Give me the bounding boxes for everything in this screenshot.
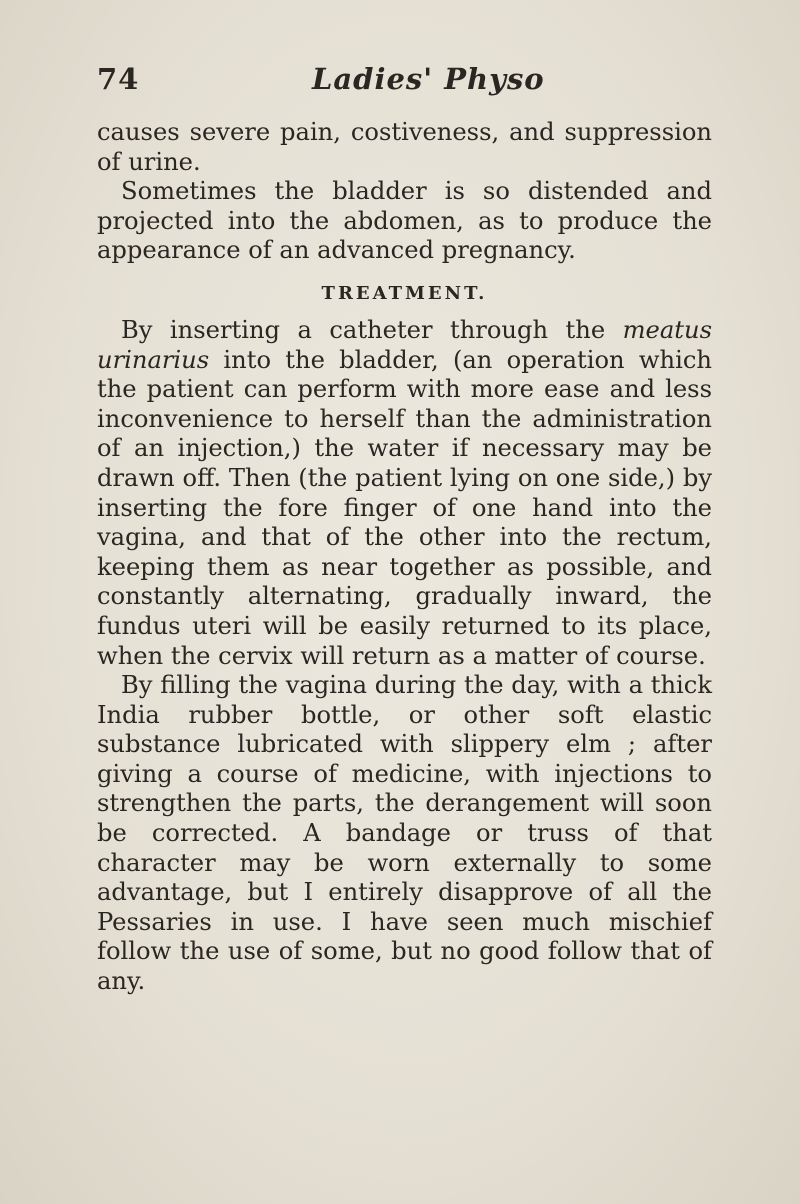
paragraph-vagina-filling: By filling the vagina during the day, with a thick India rubber bottle, or other soft elastic substance lubricated with slippery elm ; after giving a course of medicine, with injections to strengthen the parts, the derangement will soon be corrected. A bandage or truss of that character may be worn externally to some advantage, but I entirely disapprove of all the Pessaries in use. I have seen much mischief follow the use of some, but no good follow that of any. [97, 671, 712, 996]
page-number: 74 [97, 62, 140, 96]
body-text [97, 118, 712, 997]
paragraph-bladder: Sometimes the bladder is so distended and projected into the abdomen, as to produce the appearance of an advanced pregnancy. [97, 177, 712, 265]
paragraph-catheter-start: By inserting a catheter through the [121, 315, 623, 344]
paragraph-catheter [97, 316, 712, 671]
latin-term: meatus urinarius [97, 315, 712, 374]
running-title: Ladies' Physo [312, 62, 545, 96]
section-heading: TREATMENT. [321, 282, 488, 304]
paragraph-catheter-rest: into the bladder, (an operation which the patient can perform with more ease and less inconvenience to herself than the administration of an injection,) the water if necessary may be drawn off. Then (the patient lying on one side,) by inserting the fore finger of one hand into the vagina, and that of the other into the rectum, keeping them as near together as possible, and constantly alternating, gradually inward, the fundus uteri will be easily returned to its place, when the cervix will return as a matter of course. [97, 345, 712, 670]
page-header [97, 62, 737, 102]
paragraph-continuation: causes severe pain, costiveness, and suppression of urine. [97, 118, 712, 176]
